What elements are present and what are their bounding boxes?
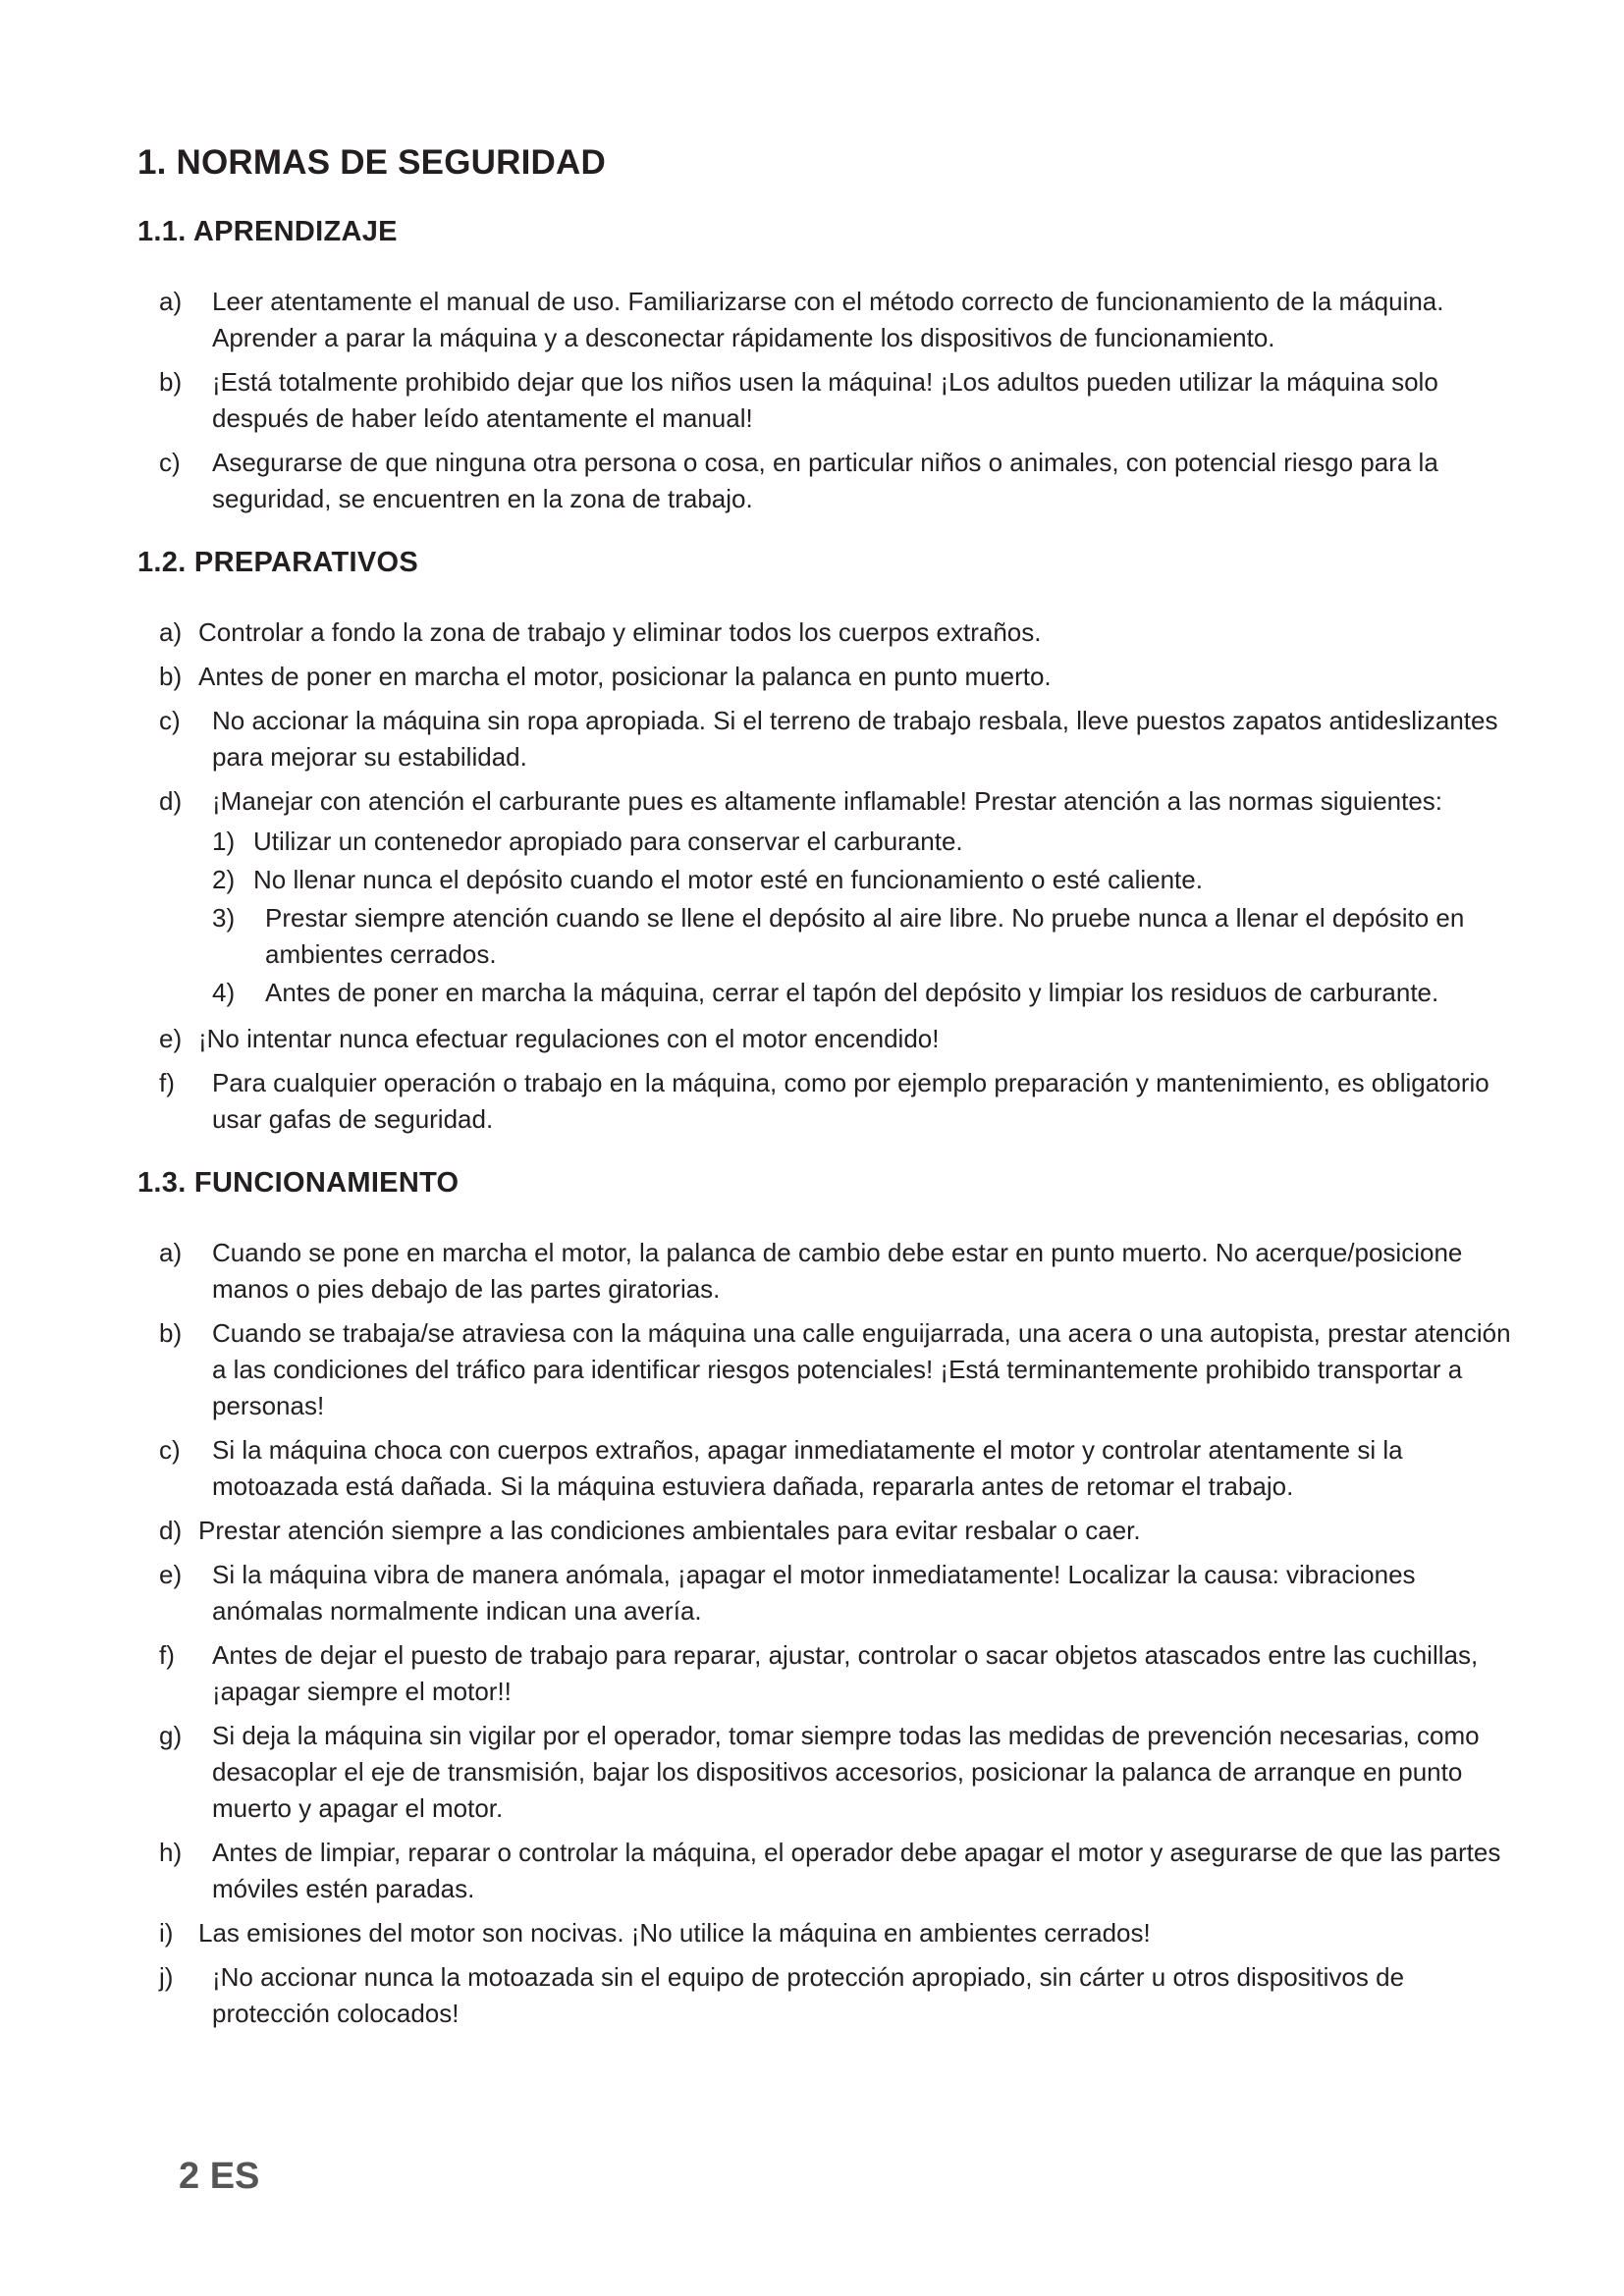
- sub-item-text: Antes de poner en marcha la máquina, cerrar el tapón del depósito y limpiar los residuos de carburante.: [265, 978, 1439, 1007]
- list-item: [137, 783, 1512, 1013]
- item-label: b): [159, 1318, 183, 1348]
- sub-item: [212, 862, 1512, 898]
- sub-item-text: No llenar nunca el depósito cuando el motor esté en funcionamiento o esté caliente.: [253, 865, 1203, 894]
- section-heading: 1.1. APRENDIZAJE: [137, 216, 398, 247]
- sub-item: [212, 824, 1512, 860]
- list-item: [137, 1315, 1512, 1424]
- item-text: Cuando se trabaja/se atraviesa con la máquina una calle enguijarrada, una acera o una autopista, prestar atención a las condiciones del tráfico para identificar riesgos potenciales! ¡Está terminantemente prohibido transportar a personas!: [212, 1318, 1511, 1420]
- item-label: i): [159, 1918, 174, 1948]
- item-text: ¡No intentar nunca efectuar regulaciones con el motor encendido!: [198, 1024, 940, 1053]
- item-text: ¡Manejar con atención el carburante pues es altamente inflamable! Prestar atención a las normas siguientes:: [212, 786, 1443, 816]
- section-preparativos: [137, 547, 1512, 1138]
- section-heading: 1.3. FUNCIONAMIENTO: [137, 1167, 460, 1199]
- item-text: ¡Está totalmente prohibido dejar que los niños usen la máquina! ¡Los adultos pueden utilizar la máquina solo después de haber leído atentamente el manual!: [212, 367, 1438, 433]
- list-item: [137, 1513, 1512, 1549]
- list-item: [137, 364, 1512, 437]
- item-text: Leer atentamente el manual de uso. Familiarizarse con el método correcto de funcionamiento de la máquina. Aprender a parar la máquina y a desconectar rápidamente los dispositivos de funcionamiento.: [212, 287, 1444, 352]
- sub-item-label: 4): [212, 978, 236, 1007]
- item-label: d): [159, 786, 183, 816]
- sub-item-label: 2): [212, 865, 236, 894]
- sub-item: [212, 975, 1512, 1011]
- list-item: [137, 445, 1512, 517]
- item-label: g): [159, 1721, 183, 1750]
- list-item: [137, 1915, 1512, 1951]
- item-label: a): [159, 617, 183, 647]
- item-list: [137, 614, 1512, 1138]
- item-label: b): [159, 367, 183, 397]
- list-item: [137, 1959, 1512, 2032]
- list-item: [137, 1065, 1512, 1138]
- list-item: [137, 1637, 1512, 1710]
- item-list: [137, 1235, 1512, 2032]
- item-label: a): [159, 287, 183, 316]
- list-item: [137, 284, 1512, 356]
- item-label: a): [159, 1238, 183, 1267]
- item-label: f): [159, 1068, 175, 1097]
- list-item: [137, 1235, 1512, 1308]
- section-funcionamiento: [137, 1167, 1512, 2032]
- list-item: [137, 659, 1512, 695]
- sub-item-label: 1): [212, 827, 236, 856]
- list-item: [137, 1557, 1512, 1629]
- item-text: Para cualquier operación o trabajo en la máquina, como por ejemplo preparación y mantenimiento, es obligatorio usar gafas de seguridad.: [212, 1068, 1489, 1134]
- item-label: e): [159, 1560, 183, 1589]
- list-item: [137, 1835, 1512, 1907]
- item-text: Antes de dejar el puesto de trabajo para reparar, ajustar, controlar o sacar objetos atascados entre las cuchillas, ¡apagar siempre el motor!!: [212, 1640, 1479, 1706]
- item-text: Antes de poner en marcha el motor, posicionar la palanca en punto muerto.: [198, 662, 1052, 691]
- item-label: c): [159, 448, 181, 477]
- section-aprendizaje: [137, 216, 1512, 517]
- item-text: Antes de limpiar, reparar o controlar la máquina, el operador debe apagar el motor y asegurarse de que las partes móviles estén paradas.: [212, 1838, 1501, 1903]
- item-label: c): [159, 706, 181, 735]
- section-heading: 1.2. PREPARATIVOS: [137, 547, 419, 578]
- item-label: d): [159, 1516, 183, 1545]
- list-item: [137, 1718, 1512, 1827]
- item-label: b): [159, 662, 183, 691]
- item-text: Cuando se pone en marcha el motor, la palanca de cambio debe estar en punto muerto. No acerque/posicione manos o pies debajo de las partes giratorias.: [212, 1238, 1463, 1304]
- item-text: Controlar a fondo la zona de trabajo y eliminar todos los cuerpos extraños.: [198, 617, 1042, 647]
- item-text: Asegurarse de que ninguna otra persona o cosa, en particular niños o animales, con potencial riesgo para la seguridad, se encuentren en la zona de trabajo.: [212, 448, 1438, 513]
- page-number: 2 ES: [179, 2156, 260, 2197]
- sub-item-text: Prestar siempre atención cuando se llene el depósito al aire libre. No pruebe nunca a llenar el depósito en ambientes cerrados.: [265, 903, 1465, 969]
- list-item: [137, 614, 1512, 651]
- item-label: c): [159, 1435, 181, 1465]
- item-text: Si la máquina choca con cuerpos extraños, apagar inmediatamente el motor y controlar atentamente si la motoazada está dañada. Si la máquina estuviera dañada, repararla antes de retomar el trabajo.: [212, 1435, 1403, 1501]
- item-text: Prestar atención siempre a las condiciones ambientales para evitar resbalar o caer.: [198, 1516, 1141, 1545]
- document-body: [137, 143, 1512, 2061]
- sub-item-text: Utilizar un contenedor apropiado para conservar el carburante.: [253, 827, 963, 856]
- page-title: 1. NORMAS DE SEGURIDAD: [137, 143, 606, 182]
- item-label: j): [159, 1962, 174, 1992]
- list-item: [137, 1432, 1512, 1505]
- item-text: ¡No accionar nunca la motoazada sin el equipo de protección apropiado, sin cárter u otros dispositivos de protección colocados!: [212, 1962, 1405, 2028]
- item-label: h): [159, 1838, 183, 1867]
- list-item: [137, 703, 1512, 775]
- item-list: [137, 284, 1512, 517]
- item-body: [212, 783, 1512, 1013]
- item-text: Las emisiones del motor son nocivas. ¡No utilice la máquina en ambientes cerrados!: [198, 1918, 1151, 1948]
- sub-list: [212, 824, 1512, 1011]
- sub-item: [212, 900, 1512, 973]
- item-label: f): [159, 1640, 175, 1670]
- item-text: Si deja la máquina sin vigilar por el operador, tomar siempre todas las medidas de prevención necesarias, como desacoplar el eje de transmisión, bajar los dispositivos accesorios, posicionar la palanca de arranque en punto muerto y apagar el motor.: [212, 1721, 1480, 1823]
- item-text: No accionar la máquina sin ropa apropiada. Si el terreno de trabajo resbala, lleve puestos zapatos antideslizantes para mejorar su estabilidad.: [212, 706, 1498, 772]
- list-item: [137, 1021, 1512, 1057]
- item-label: e): [159, 1024, 183, 1053]
- item-text: Si la máquina vibra de manera anómala, ¡apagar el motor inmediatamente! Localizar la causa: vibraciones anómalas normalmente indican una avería.: [212, 1560, 1416, 1626]
- sub-item-label: 3): [212, 903, 236, 933]
